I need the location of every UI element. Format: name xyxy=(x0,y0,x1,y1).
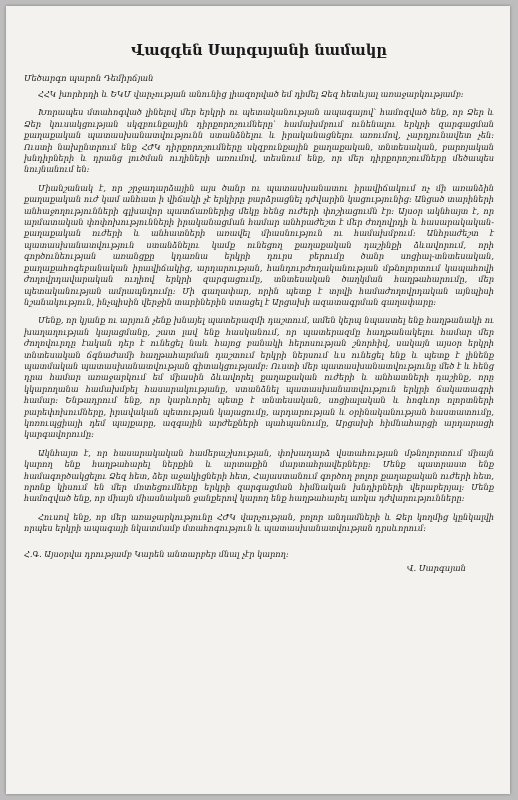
letter-body xyxy=(24,42,494,573)
paragraph: Հուսով ենք, որ մեր առաջարկությունը ՀԺԿ վարչության, բոլոր անդամների և Ձեր կողմից կընկալվի որպես երկրի ապագայի նկատմամբ մտահոգություն և պատասխանատվության դրսևորում: xyxy=(24,511,494,534)
letter-greeting: Մեծարգո պարոն Դեմիրճյան xyxy=(24,73,154,83)
postscript: Հ.Գ. Այսօրվա դրությամբ Կարեն անտարբեր մնալ չէր կարող: xyxy=(24,548,289,559)
paragraph: ՀՀԿ խորհրդի և ԵԿՄ վարչության անունից լիազորված եմ դիմել Ձեզ հետևյալ առաջարկությամբ: xyxy=(38,89,464,99)
paragraph: Մենք, որ կյանք ու արյուն չենք խնայել պատերազմի դաշտում, ամեն կերպ նպաստել ենք հաղթանակի ու խաղաղության կայացմանը, շատ լավ ենք հասկանում, որ պատերազմը հաղթանակելու համար մեր ժողովուրդը էական դեր է ունեցել նաև հայոց բանակի հերոսության շնորհիվ, սակայն այսօր երկրի տնտեսական ճգնաժամի հաղթահարման դաշտում երկրի ներսում ևս ունեցել ենք և պետք է լինենք պատմական պատասխանատվության գիտակցությամբ: Ուստի մեր պատասխանատվությունը մեծ է և հենց դրա համար առաջարկում եմ միասին ձևավորել քաղաքական ուժերի և անհատների դաշինք, որը կկարողանա համախմբել հասարակությանը, ստանձնել պատասխանատվություն երկրի ճակատագրի համար: Ենթադրում ենք, որ կարևորել պետք է տնտեսական, սոցիալական և հոգևոր ոլորտների բարեփոխումները, իրավական պետության կայացումը, արդարության և օրինականության հաստատումը, կոռուպցիայի դեմ պայքարը, ազգային արժեքների պահպանումը, Արցախի հիմնահարցի արդարացի կարգավորումը: xyxy=(24,315,494,440)
paragraph: Միանշանակ է, որ շրջադարձային այս ծանր ու պատասխանատու իրավիճակում ոչ մի առանձին քաղաքական ուժ կամ անհատ ի վիճակի չէ երկիրը բարձրացնել դժվարին կացությունից: Անցած տարիների անհաջողությունների գլխավոր պատճառներից մեկը հենց ուժերի փոշիացումն էր: Այսօր ակնհայտ է, որ արմատական փոփոխությունների իրականացման համար անհրաժեշտ է մեր ժողովրդի և հասարակական-քաղաքական ուժերի և անհատների առավել միասնություն ու համախմբում: Անհրաժեշտ է պատասխանատվություն ստանձնելու կամք ունեցող քաղաքական դաշինքի ձևավորում, որի գործունեության առանցքը կդառնա երկրի դուրս բերումը ծանր սոցիալ-տնտեսական, քաղաքահոգեբանական իրավիճակից, արդարության, հանդուրժողականության մթնոլորտում կապահովի ժողովրդավարական ուղիով երկրի զարգացումը, տնտեսական ծաղկման հաղթահարումը, մեր պետականության ամրապնդումը: Մի գաղափար, որին պետք է տրվի համաժողովրդական այնպիսի նշանակություն, ինչպիսին վերջին տարիներին ստացել է Արցախի ազատագրման գաղափարը: xyxy=(24,182,494,307)
signature: Վ. Սարգսյան xyxy=(406,562,466,573)
paragraph: Ակնհայտ է, որ հասարակական համերաշխության, փոխադարձ վստահության մթնոլորտում միայն կարող ենք հաղթահարել ներքին և արտաքին մարտահրավերները: Մենք պատրաստ ենք համագործակցելու Ձեզ հետ, ձեր աջակիցների հետ, Հայաստանում գործող բոլոր քաղաքական ուժերի հետ, որոնք կիսում են մեր մոտեցումները երկրի զարգացման հիմնական խնդիրների վերաբերյալ: Մենք համոզված ենք, որ միայն միասնական ջանքերով կարող ենք հաղթահարել առկա դժվարությունները: xyxy=(24,447,494,504)
letter-page xyxy=(6,6,510,794)
letter-title: Վազգեն Սարգսյանի նամակը xyxy=(131,42,387,59)
paragraph: Խորապես մտահոգված լինելով մեր երկրի ու պետականության ապագայով՝ համոզված ենք, որ Ձեր և Ձեր կուսակցության սկզբունքային դիրքորոշումները՝ համախմբում ունենալու երկրի զարգացման քաղաքական պատասխանատվությունն ստանձնելու և իրականացնելու առումով, չարդյունավետ չեն: Ուստի նախընտրում ենք ՀԺԿ դիրքորոշումները սկզբունքային քաղաքական, տնտեսական, բարոյական խնդիրների և դրանց լուծման ուղիների առումով, տեսնում ենք, որ մեր դիրքորոշումները մեծապես նույնանում են: xyxy=(24,107,494,175)
